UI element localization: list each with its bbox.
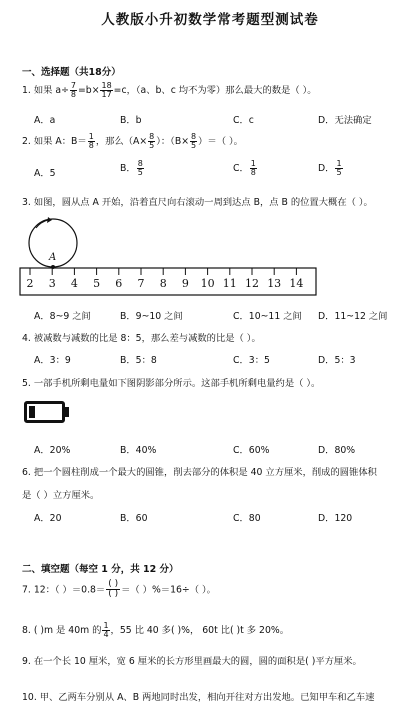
battery-icon [24, 401, 65, 423]
q6-option-d[interactable]: D．120 [318, 513, 353, 524]
q5-option-b[interactable]: B．40% [120, 445, 157, 456]
q5-option-d[interactable]: D．80% [318, 445, 356, 456]
q2-prefix: 2. 如果 A：B＝ [22, 136, 87, 147]
q2-option-b[interactable]: B． $\frac{8}{5}$ [120, 159, 143, 177]
ruler-label: 14 [289, 277, 304, 290]
q1-var-b: b [85, 85, 92, 96]
q2-middle-2: ）：（B× [156, 136, 190, 147]
q3-option-c[interactable]: C．10~11 之间 [233, 311, 302, 322]
ruler-label: 3 [48, 277, 56, 290]
ruler-label: 7 [137, 277, 145, 290]
ruler-label: 12 [245, 277, 259, 290]
q8-prefix: 8. ( )m 是 40m 的 [22, 625, 102, 636]
question-5: 5. 一部手机所剩电量如下图阴影部分所示。这部手机所剩电量约是（ ）。 [22, 378, 321, 389]
question-9: 9. 在一个长 10 厘米，宽 6 厘米的长方形里画最大的圆，圆的面积是( )平方厘米。 [22, 656, 362, 667]
ruler-label: 5 [93, 277, 101, 290]
ruler-label: 4 [70, 277, 78, 290]
ruler-label: 11 [222, 277, 237, 290]
q6-option-b[interactable]: B．60 [120, 513, 148, 524]
q1-fraction-2: $\frac{18}{17}$ [101, 81, 112, 99]
page-title: 人教版小升初数学常考题型测试卷 [101, 12, 319, 28]
ruler-ticks [30, 268, 296, 275]
q8-fraction: $\frac{1}{4}$ [103, 621, 109, 639]
rotation-arrow-head [47, 217, 52, 223]
q1-equal: = [77, 85, 86, 96]
question-8 [22, 622, 289, 639]
q6-option-c[interactable]: C．80 [233, 513, 261, 524]
q2-option-d[interactable]: D． $\frac{1}{5}$ [318, 159, 342, 177]
q4-option-a[interactable]: A．3：9 [34, 355, 71, 366]
q1-suffix: =c，（a、b、c 均不为零）那么最大的数是（ ）。 [113, 85, 317, 96]
question-1 [22, 82, 317, 99]
battery-terminal [65, 407, 69, 417]
battery-level-fill [29, 406, 35, 418]
q3-option-d[interactable]: D．11~12 之间 [318, 311, 388, 322]
question-4: 4. 被减数与减数的比是 8：5，那么差与减数的比是（ ）。 [22, 333, 261, 344]
question-3: 3. 如图，圆从点 A 开始，沿着直尺向右滚动一周到达点 B，点 B 的位置大概在（ ）。 [22, 197, 373, 208]
ruler-label: 8 [159, 277, 167, 290]
q7-blank-fraction[interactable]: ( ) ( ) [108, 579, 119, 600]
q4-option-c[interactable]: C．3：5 [233, 355, 270, 366]
q2-fraction-1: $\frac{1}{8}$ [88, 132, 94, 150]
q1-var-a: a [55, 85, 62, 96]
q1-option-d[interactable]: D．无法确定 [318, 115, 372, 126]
ruler-label: 2 [26, 277, 34, 290]
section-choice-heading: 一、选择题（共18分） [22, 67, 121, 78]
ruler-label: 6 [115, 277, 123, 290]
q3-option-b[interactable]: B．9~10 之间 [120, 311, 183, 322]
q7-prefix: 7. 12：（ ）＝0.8＝ [22, 584, 106, 596]
ruler-label: 10 [200, 277, 215, 290]
q5-option-c[interactable]: C．60% [233, 445, 270, 456]
q5-option-a[interactable]: A．20% [34, 445, 71, 456]
q2-option-c[interactable]: C． $\frac{1}{8}$ [233, 159, 256, 177]
ruler-label: 13 [267, 277, 282, 290]
q1-fraction-1: $\frac{7}{8}$ [70, 81, 76, 99]
q2-suffix: ）＝（ ）。 [198, 136, 243, 147]
section-fill-heading: 二、填空题（每空 1 分，共 12 分） [22, 564, 179, 575]
q1-times-sign: × [91, 85, 100, 96]
q2-option-a[interactable]: A．5 [34, 168, 56, 179]
q1-div-sign: ÷ [61, 85, 69, 96]
q8-suffix: ，55 比 40 多( )%， 60t 比( )t 多 20%。 [110, 625, 289, 636]
q3-option-a[interactable]: A．8~9 之间 [34, 311, 91, 322]
q7-suffix: ＝（ ）%＝16÷（ ）。 [121, 584, 216, 596]
question-10: 10. 甲、乙两车分别从 A、B 两地同时出发，相向开往对方出发地。已知甲车和乙车速 [22, 692, 375, 703]
q2-middle: ，那么（A× [95, 136, 148, 147]
ruler-label: 9 [181, 277, 189, 290]
q6-option-a[interactable]: A．20 [34, 513, 62, 524]
question-2 [22, 133, 243, 150]
question-6-line-2: 是（ ）立方厘米。 [22, 490, 100, 501]
q1-option-a[interactable]: A．a [34, 115, 56, 126]
q4-option-d[interactable]: D．5：3 [318, 355, 356, 366]
question-7 [22, 580, 216, 600]
question-6-line-1: 6. 把一个圆柱削成一个最大的圆锥，削去部分的体积是 40 立方厘米，削成的圆锥体积 [22, 467, 377, 478]
q2-fraction-3: $\frac{8}{5}$ [191, 132, 197, 150]
q2-fraction-2: $\frac{8}{5}$ [149, 132, 155, 150]
circle-ruler-diagram [0, 210, 420, 310]
point-a-label: A [49, 252, 57, 263]
q1-option-b[interactable]: B．b [120, 115, 142, 126]
q1-option-c[interactable]: C．c [233, 115, 254, 126]
q1-prefix: 1. 如果 [22, 85, 53, 96]
q4-option-b[interactable]: B．5：8 [120, 355, 157, 366]
